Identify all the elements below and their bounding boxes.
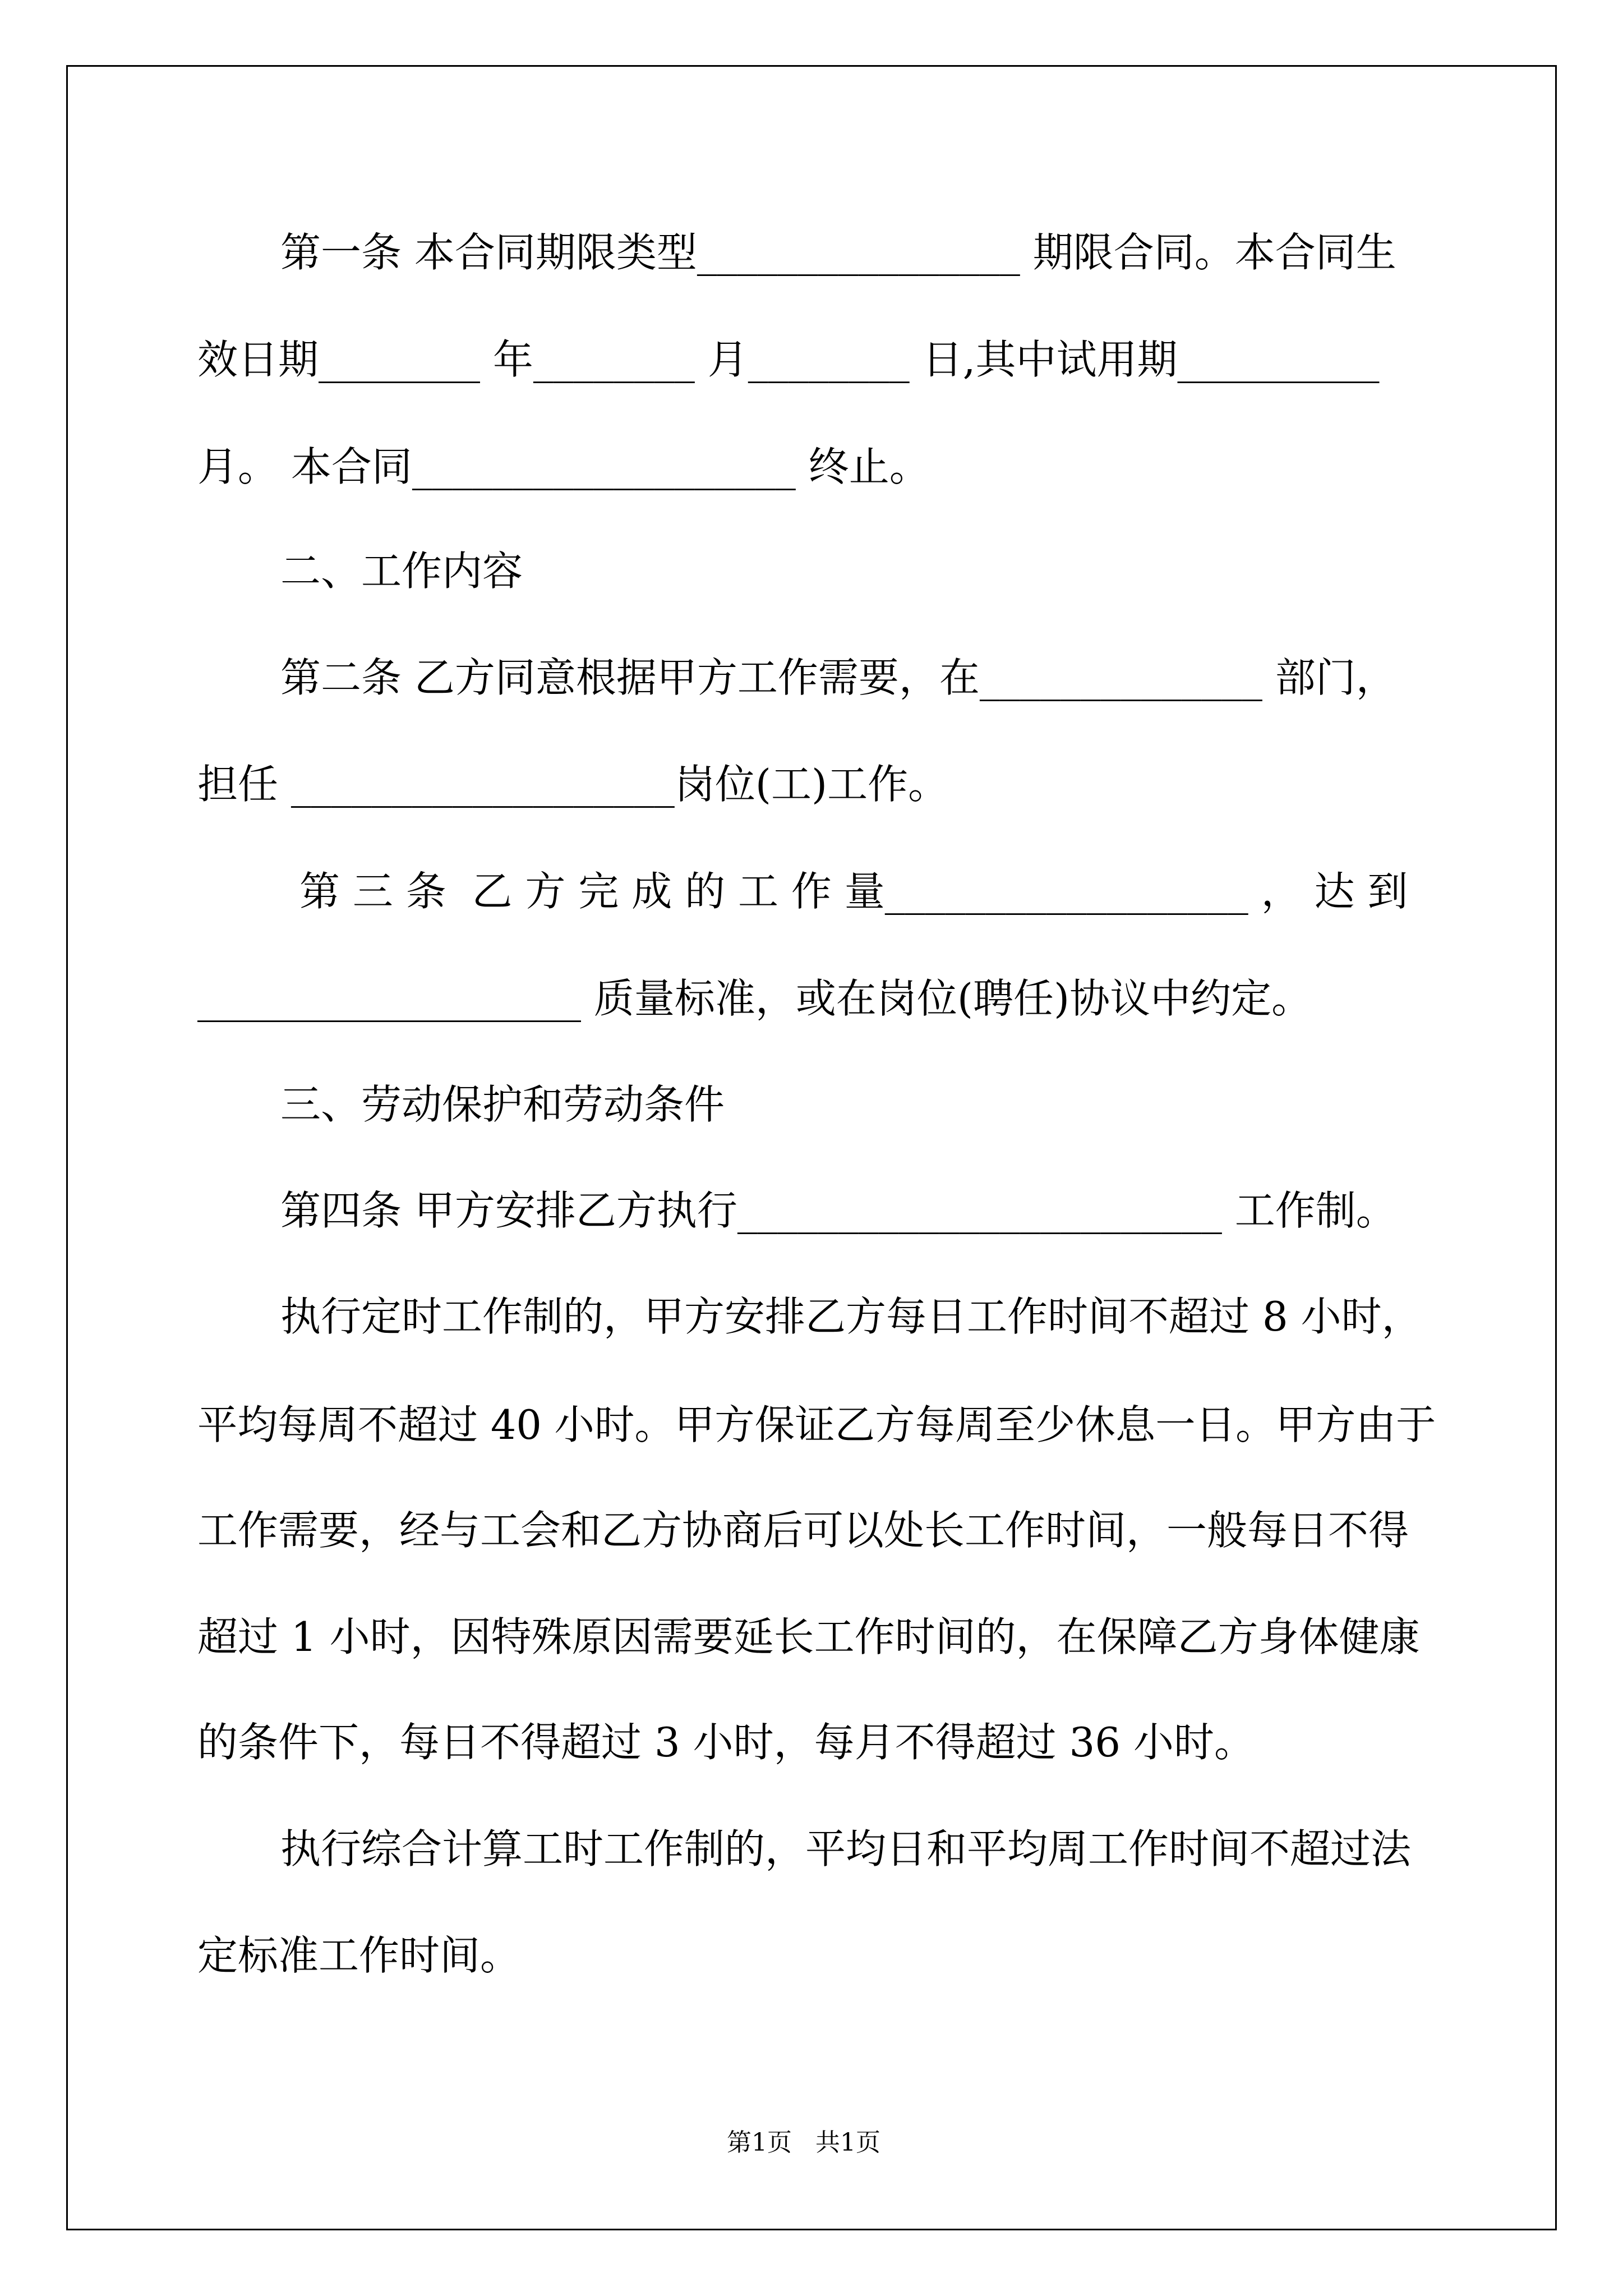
contract-line-overtime-negotiation: 工作需要，经与工会和乙方协商后可以处长工作时间，一般每日不得 <box>197 1507 1409 1554</box>
contract-line-termination: 月。 本合同___________________ 终止。 <box>197 443 930 490</box>
section-heading-labor-protection: 三、劳动保护和劳动条件 <box>280 1081 725 1128</box>
contract-line-article-2: 第二条 乙方同意根据甲方工作需要，在______________ 部门， <box>280 654 1396 701</box>
contract-line-overtime-cap: 的条件下，每日不得超过 3 小时，每月不得超过 36 小时。 <box>197 1719 1255 1766</box>
contract-line-quality-standard: ___________________ 质量标准，或在岗位(聘任)协议中约定。 <box>197 975 1312 1022</box>
contract-line-effective-date: 效日期________ 年________ 月________ 日,其中试用期__________ <box>197 336 1380 383</box>
contract-line-overtime-limit: 超过 1 小时，因特殊原因需要延长工作时间的，在保障乙方身体健康 <box>197 1613 1420 1660</box>
contract-line-standard-hours: 定标准工作时间。 <box>197 1932 521 1979</box>
contract-line-fixed-hours: 执行定时工作制的，甲方安排乙方每日工作时间不超过 8 小时， <box>280 1293 1422 1340</box>
page-number-footer: 第1页 共1页 <box>727 2128 880 2157</box>
contract-line-article-1: 第一条 本合同期限类型________________ 期限合同。本合同生 <box>280 229 1396 276</box>
contract-line-weekly-hours: 平均每周不超过 40 小时。甲方保证乙方每周至少休息一日。甲方由于 <box>197 1401 1436 1448</box>
contract-line-comprehensive-hours: 执行综合计算工时工作制的，平均日和平均周工作时间不超过法 <box>280 1825 1412 1872</box>
contract-line-article-3: 第 三 条 乙 方 完 成 的 工 作 量__________________ ， 达 到 <box>299 868 1408 915</box>
contract-line-position: 担任 ___________________岗位(工)工作。 <box>197 761 949 808</box>
page-border <box>66 65 1557 2230</box>
section-heading-work-content: 二、工作内容 <box>280 547 523 595</box>
contract-line-article-4: 第四条 甲方安排乙方执行________________________ 工作制。 <box>280 1187 1396 1234</box>
